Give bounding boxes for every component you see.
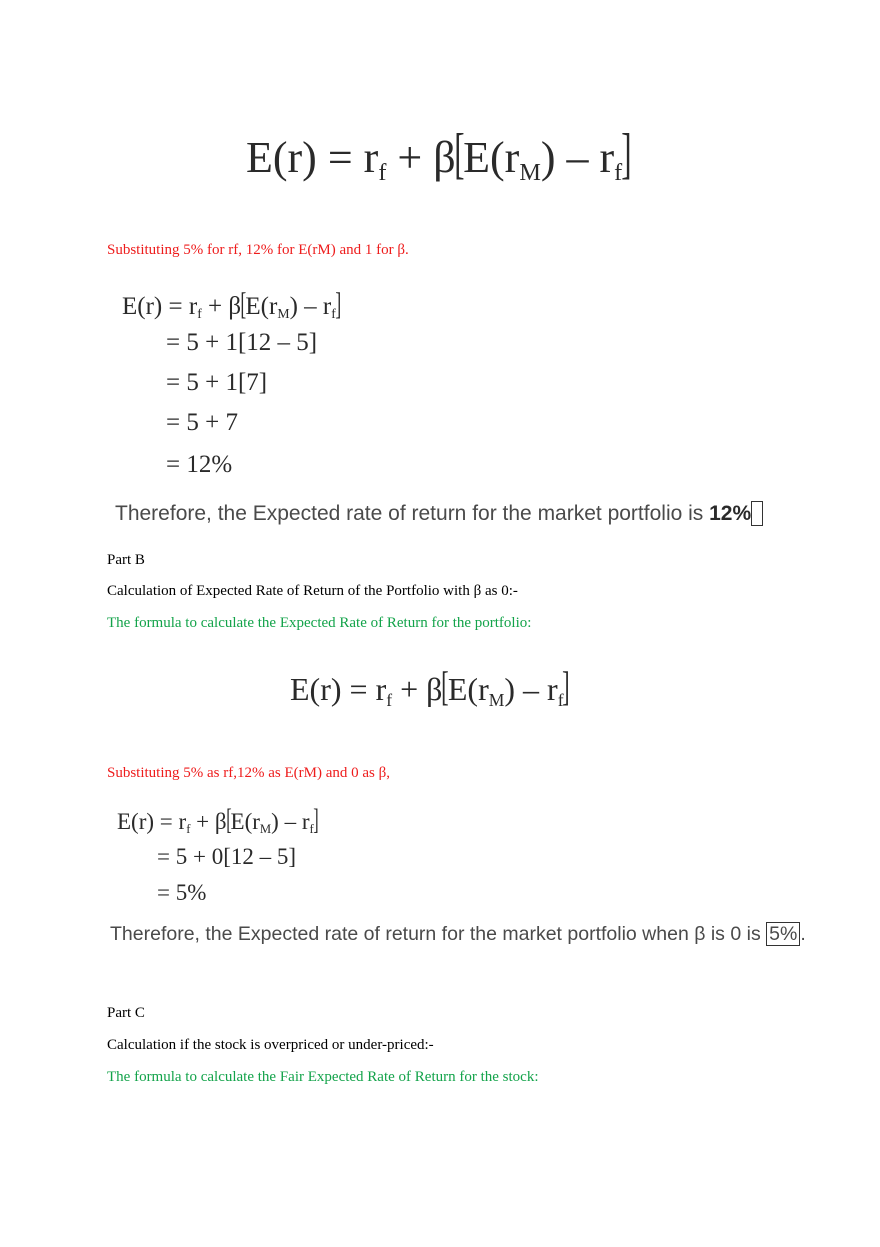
formula-erm: E(r [245, 293, 278, 320]
part-b-step: = 5 + 0[12 – 5] [157, 844, 297, 869]
formula-rbracket: ] [335, 285, 341, 321]
formula-minus: – [523, 671, 540, 707]
formula-rf2: r [301, 809, 310, 834]
conclusion-suffix: . [800, 923, 806, 945]
conclusion-value: 5% [766, 922, 800, 946]
formula-erm-close: ) [504, 671, 516, 707]
formula-lbracket: [ [240, 285, 247, 321]
part-b-step: = 5% [157, 880, 207, 905]
formula-plus: + [196, 809, 210, 834]
conclusion-text: Therefore, the Expected rate of return for the market portfolio is [115, 502, 710, 525]
formula-minus: – [304, 293, 317, 320]
formula-erm: E(r [463, 133, 520, 182]
formula-rf2: r [547, 671, 558, 707]
formula-erm-close: ) [540, 133, 556, 182]
part-b-derivation-formula [117, 806, 318, 835]
formula-rbracket: ] [562, 663, 571, 709]
formula-beta: β [426, 671, 443, 707]
formula-eq: = [349, 671, 368, 707]
formula-rf: r [188, 293, 198, 320]
part-b-substitution: Substituting 5% as rf,12% as E(rM) and 0 as β, [107, 765, 391, 781]
part-a-conclusion [115, 502, 763, 526]
part-a-substitution: Substituting 5% for rf, 12% for E(rM) and 1 for β. [107, 242, 409, 258]
formula-beta: β [214, 809, 227, 834]
formula-lhs: E(r) [246, 133, 317, 182]
formula-erm-sub: M [259, 822, 272, 837]
formula-erm-sub: M [519, 158, 541, 186]
formula-lbracket: [ [454, 123, 465, 185]
formula-beta: β [433, 133, 456, 182]
formula-rf: r [363, 133, 379, 182]
formula-rf2: r [599, 133, 615, 182]
formula-plus: + [397, 133, 423, 182]
part-c-heading: Part C [107, 1005, 145, 1021]
formula-lbracket: [ [225, 804, 232, 836]
formula-plus: + [208, 293, 223, 320]
part-b-heading: Part B [107, 552, 145, 568]
formula-rf: r [178, 809, 187, 834]
conclusion-text: Therefore, the Expected rate of return for the market portfolio when β is 0 is [110, 923, 767, 945]
formula-rf-sub: f [386, 689, 393, 710]
part-a-step: = 5 + 1[7] [166, 369, 268, 396]
part-b-formula [290, 663, 571, 710]
formula-rf-sub: f [378, 158, 387, 186]
formula-lbracket: [ [441, 663, 449, 709]
answer-box [751, 501, 763, 526]
formula-erm-sub: M [277, 306, 290, 322]
formula-rf2-sub: f [557, 689, 564, 710]
formula-lhs: E(r) [122, 293, 163, 320]
formula-rf2: r [322, 293, 332, 320]
part-a-step: = 12% [166, 451, 233, 478]
formula-erm-sub: M [488, 689, 505, 710]
formula-rbracket: ] [312, 804, 319, 836]
formula-rf2-sub: f [309, 822, 314, 837]
formula-rf: r [375, 671, 387, 707]
formula-rf2-sub: f [331, 306, 336, 322]
part-c-formula-intro: The formula to calculate the Fair Expected Rate of Return for the stock: [107, 1069, 539, 1085]
formula-rf2-sub: f [614, 158, 623, 186]
formula-rf-sub: f [186, 822, 191, 837]
formula-plus: + [400, 671, 419, 707]
part-a-step: = 5 + 7 [166, 409, 238, 436]
formula-erm: E(r [230, 809, 260, 834]
formula-eq: = [327, 133, 353, 182]
formula-minus: – [284, 809, 297, 834]
formula-eq: = [168, 293, 183, 320]
formula-erm-close: ) [271, 809, 279, 834]
conclusion-value: 12% [709, 502, 752, 525]
formula-rbracket: ] [620, 123, 632, 185]
formula-erm-close: ) [289, 293, 298, 320]
formula-main [246, 123, 632, 186]
formula-beta: β [228, 293, 242, 320]
formula-minus: – [566, 133, 589, 182]
part-c-title: Calculation if the stock is overpriced or under-priced:- [107, 1037, 434, 1053]
part-a-step: = 5 + 1[12 – 5] [166, 329, 318, 356]
formula-rf-sub: f [197, 306, 202, 322]
formula-lhs: E(r) [290, 671, 342, 707]
part-a-formula [122, 285, 341, 322]
formula-lhs: E(r) [117, 809, 155, 834]
part-b-conclusion [110, 923, 806, 946]
formula-eq: = [159, 809, 173, 834]
formula-erm: E(r [447, 671, 489, 707]
part-b-formula-intro: The formula to calculate the Expected Rate of Return for the portfolio: [107, 615, 532, 631]
part-b-title: Calculation of Expected Rate of Return of the Portfolio with β as 0:- [107, 583, 518, 599]
